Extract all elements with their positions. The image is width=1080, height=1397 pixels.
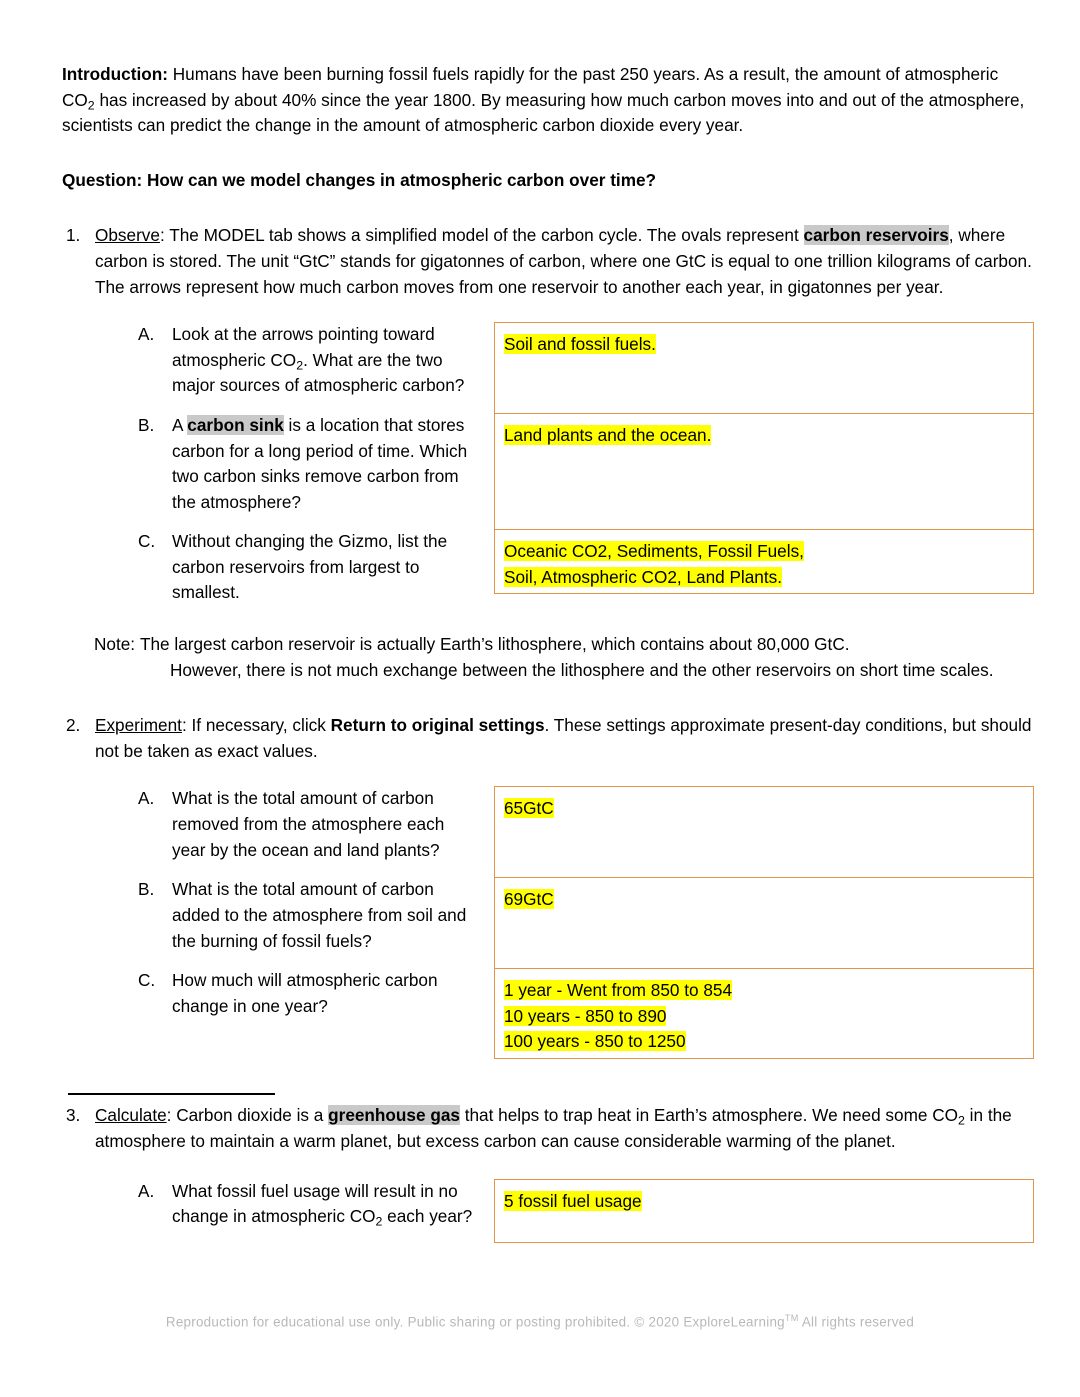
answer-field-1b[interactable] xyxy=(495,414,1033,530)
item-3-number: 3. xyxy=(66,1105,81,1126)
term-return-to-original-settings: Return to original settings xyxy=(330,715,545,736)
question-1a-letter: A. xyxy=(138,324,155,345)
item-3-text-b1: that helps to trap heat in Earth’s atmosphere. We need some CO xyxy=(459,1105,959,1126)
question-1c xyxy=(138,529,482,606)
note-block xyxy=(62,632,1034,683)
question-2a-text: What is the total amount of carbon removed from the atmosphere each year by the ocean and land plants? xyxy=(172,788,445,860)
introduction-text-part2: has increased by about 40% since the year 1800. By measuring how much carbon moves into and out of the atmosphere, scientists can predict the change in the amount of atmospheric carbon dioxide every year. xyxy=(62,89,1025,136)
question-1c-text: Without changing the Gizmo, list the carbon reservoirs from largest to smallest. xyxy=(172,531,448,603)
answer-1c-line1: Oceanic CO2, Sediments, Fossil Fuels, xyxy=(504,541,804,562)
answer-2c-line1: 1 year - Went from 850 to 854 xyxy=(504,980,733,1001)
question-1a-text-part1: Look at the arrows pointing toward atmospheric CO xyxy=(172,324,435,370)
question-1b-letter: B. xyxy=(138,415,155,436)
question-1b-text xyxy=(172,413,482,529)
qa-block-3 xyxy=(62,1179,1034,1243)
item-3-verb: Calculate xyxy=(95,1105,167,1126)
answer-2c-line2: 10 years - 850 to 890 xyxy=(504,1005,667,1026)
answer-table-1 xyxy=(494,322,1034,594)
question-1b-text-part2: is a location that stores carbon for a long period of time. Which two carbon sinks remove carbon from the atmosphere? xyxy=(172,415,468,512)
answer-field-3a[interactable] xyxy=(495,1180,1033,1242)
item-1-number: 1. xyxy=(66,225,81,246)
answer-1b-text: Land plants and the ocean. xyxy=(504,425,712,446)
introduction-text-part1: Humans have been burning fossil fuels rapidly for the past 250 years. As a result, the amount of atmospheric CO xyxy=(62,64,999,110)
item-3-text-a: : Carbon dioxide is a xyxy=(166,1105,329,1126)
introduction-paragraph xyxy=(62,62,1034,139)
list-item-2 xyxy=(62,713,1034,764)
item-2-verb: Experiment xyxy=(95,715,182,736)
answer-table-3 xyxy=(494,1179,1034,1243)
answer-field-2b[interactable] xyxy=(495,878,1033,969)
answer-field-2c[interactable] xyxy=(495,969,1033,1058)
answer-field-1c[interactable] xyxy=(495,530,1033,593)
item-3-body xyxy=(95,1103,1034,1154)
term-greenhouse-gas: greenhouse gas xyxy=(328,1105,460,1126)
co2-subscript: 2 xyxy=(87,98,95,113)
term-carbon-reservoirs: carbon reservoirs xyxy=(803,225,949,246)
item-2-body xyxy=(95,713,1034,764)
question-2b-letter: B. xyxy=(138,879,155,900)
item-1-body xyxy=(95,223,1034,300)
answer-1a-text: Soil and fossil fuels. xyxy=(504,334,656,355)
item-1-verb: Observe xyxy=(95,225,160,246)
item-1-text-a: : The MODEL tab shows a simplified model of the carbon cycle. The ovals represent xyxy=(159,225,804,246)
question-2a-letter: A. xyxy=(138,788,155,809)
item-2-number: 2. xyxy=(66,715,81,736)
list-item-1 xyxy=(62,223,1034,300)
question-3a-text-part1: What fossil fuel usage will result in no change in atmospheric CO xyxy=(172,1180,458,1227)
question-2b-text: What is the total amount of carbon added to the atmosphere from soil and the burning of fossil fuels? xyxy=(172,879,467,951)
list-item-3 xyxy=(62,1103,1034,1154)
answer-field-2a[interactable] xyxy=(495,787,1033,878)
note-body xyxy=(140,632,1034,683)
footnote-separator xyxy=(68,1093,275,1095)
co2-subscript: 2 xyxy=(958,1113,965,1128)
question-1a-text-part2: . What are the two major sources of atmospheric carbon? xyxy=(172,349,465,396)
question-2c-letter: C. xyxy=(138,970,156,991)
answer-3a-text: 5 fossil fuel usage xyxy=(504,1190,642,1211)
answer-1c-line2: Soil, Atmospheric CO2, Land Plants. xyxy=(504,566,783,587)
question-1b xyxy=(138,413,482,529)
term-carbon-sink: carbon sink xyxy=(187,415,284,436)
qa-block-1 xyxy=(62,322,1034,606)
question-3a-text-part2: each year? xyxy=(382,1206,473,1227)
question-1a xyxy=(138,322,482,413)
question-2b xyxy=(138,877,482,968)
answer-2c-line3: 100 years - 850 to 1250 xyxy=(504,1031,686,1052)
answer-field-1a[interactable] xyxy=(495,323,1033,414)
trademark-symbol: TM xyxy=(784,1313,799,1323)
item-1-text-b: , where carbon is stored. The unit “GtC” stands for gigatonnes of carbon, where one GtC is equal to one trillion kilograms of carbon. The arrows represent how much carbon moves from one reservoir to another each year, in gigatonnes per year. xyxy=(95,225,1032,297)
answer-table-2 xyxy=(494,786,1034,1059)
question-3a xyxy=(138,1179,482,1230)
introduction-label: Introduction: xyxy=(62,64,168,84)
footer-text-part1: Reproduction for educational use only. Public sharing or posting prohibited. © 2020 ExploreLearning xyxy=(165,1314,785,1330)
item-3-text-b2: in the atmosphere to maintain a warm planet, but excess carbon can cause considerable warming of the planet. xyxy=(95,1105,1012,1151)
question-3a-text xyxy=(172,1179,482,1230)
qa-questions-1 xyxy=(62,322,482,606)
question-1a-text xyxy=(172,322,482,413)
item-2-text-b: . These settings approximate present-day conditions, but should not be taken as exact values. xyxy=(95,715,1032,761)
item-2-text-a: : If necessary, click xyxy=(181,715,331,736)
co2-subscript: 2 xyxy=(375,1214,383,1229)
question-1c-letter: C. xyxy=(138,531,156,552)
question-2a xyxy=(138,786,482,877)
qa-questions-2 xyxy=(62,786,482,1019)
co2-subscript: 2 xyxy=(296,358,304,373)
note-label: Note: xyxy=(94,633,136,654)
question-2c xyxy=(138,968,482,1019)
footer-text-part2: All rights reserved xyxy=(798,1314,915,1330)
answer-2b-text: 69GtC xyxy=(504,889,554,910)
note-line-1: The largest carbon reservoir is actually Earth’s lithosphere, which contains about 80,000 GtC. xyxy=(140,633,850,654)
qa-questions-3 xyxy=(62,1179,482,1230)
question-1b-text-part1: A xyxy=(172,415,188,436)
question-heading: Question: How can we model changes in atmospheric carbon over time? xyxy=(62,169,657,190)
page-footer xyxy=(0,1313,1080,1329)
answer-2a-text: 65GtC xyxy=(504,798,554,819)
question-3a-letter: A. xyxy=(138,1180,155,1201)
note-line-2: However, there is not much exchange between the lithosphere and the other reservoirs on short time scales. xyxy=(170,659,994,680)
question-2c-text: How much will atmospheric carbon change in one year? xyxy=(172,970,438,1016)
qa-block-2 xyxy=(62,786,1034,1059)
